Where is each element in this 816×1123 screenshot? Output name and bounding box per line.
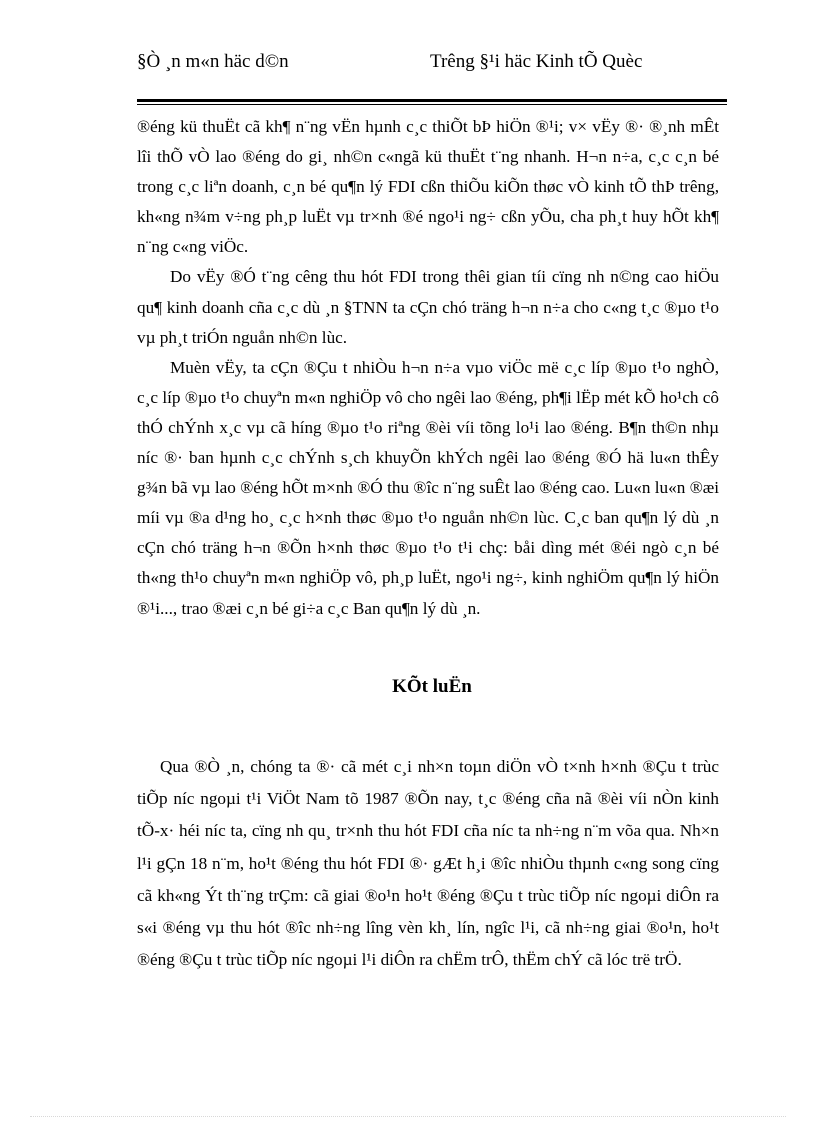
page-bottom-divider: [30, 1116, 786, 1117]
paragraph-3: Muèn vËy, ta cÇn ®Çu t nhiÒu h¬n n÷a vµo viÖc më c¸c líp ®µo t¹o nghÒ, c¸c líp ®µo t¹o chuyªn m«n nghiÖp vô cho ngêi lao ®éng, ph¶i lËp mét kÕ ho¹ch cô thÓ chÝnh x¸c vµ cã híng ®µo t¹o riªng ®èi víi tõng lo¹i lao ®éng. B¶n th©n nhµ níc ®· ban hµnh c¸c chÝnh s¸ch khuyÕn khÝch ngêi lao ®éng ®Ó hä lu«n thÊy g¾n bã vµ lao ®éng hÕt m×nh ®Ó thu ®îc n¨ng suÊt lao ®éng cao. Lu«n lu«n ®æi míi vµ ®a d¹ng ho¸ c¸c h×nh thøc ®µo t¹o nguån nh©n lùc. C¸c ban qu¶n lý dù ¸n cÇn chó träng h¬n ®Õn h×nh thøc ®µo t¹o t¹i chç: båi dìng mét ®éi ngò c¸n bé th«ng th¹o chuyªn m«n nghiÖp vô, ph¸p luËt, ngo¹i ng÷, kinh nghiÖm qu¶n lý hiÖn ®¹i..., trao ®æi c¸n bé gi÷a c¸c Ban qu¶n lý dù ¸n.: [137, 357, 719, 618]
page-header: [137, 50, 727, 98]
header-right-text: Trêng §¹i häc Kinh tÕ Quèc: [430, 51, 643, 72]
conclusion-paragraph: Qua ®Ò ¸n, chóng ta ®· cã mét c¸i nh×n toµn diÖn vÒ t×nh h×nh ®Çu t trùc tiÕp níc ngoµi t¹i ViÖt Nam tõ 1987 ®Õn nay, t¸c ®éng cña nã ®èi víi nÒn kinh tÕ-x· héi níc ta, cïng nh qu¸ tr×nh thu hót FDI cña níc ta nh÷ng n¨m võa qua. Nh×n l¹i gÇn 18 n¨m, ho¹t ®éng thu hót FDI ®· gÆt h¸i ®îc nhiÒu thµnh c«ng song cïng cã kh«ng Ýt th¨ng trÇm: cã giai ®o¹n ho¹t ®éng ®Çu t trùc tiÕp níc ngoµi diÔn ra s«i ®éng vµ thu hót ®îc nh÷ng lîng vèn kh¸ lín, ngîc l¹i, cã nh÷ng giai ®o¹n, ho¹t ®éng ®Çu t trùc tiÕp níc ngoµi l¹i diÔn ra chËm trÔ, thËm chÝ cã lóc trë trÖ.: [137, 757, 719, 970]
header-rule-thin: [137, 104, 727, 105]
header-left-text: §Ò ¸n m«n häc d©n: [137, 51, 289, 72]
conclusion-body: [137, 751, 719, 976]
body-text: [137, 112, 719, 624]
conclusion-heading: KÕt luËn: [392, 676, 472, 697]
paragraph-2: Do vËy ®Ó t¨ng cêng thu hót FDI trong thêi gian tíi cïng nh n©ng cao hiÖu qu¶ kinh doanh cña c¸c dù ¸n §TNN ta cÇn chó träng h¬n n÷a cho c«ng t¸c ®µo t¹o vµ ph¸t triÓn nguån nh©n lùc.: [137, 267, 719, 347]
header-rule-thick: [137, 99, 727, 102]
paragraph-1: ®éng kü thuËt cã kh¶ n¨ng vËn hµnh c¸c thiÕt bÞ hiÖn ®¹i; v× vËy ®· ®¸nh mÊt lîi thÕ vÒ lao ®éng do gi¸ nh©n c«ngã kü thuËt t¨ng nhanh. H¬n n÷a, c¸c c¸n bé trong c¸c liªn doanh, c¸n bé qu¶n lý FDI cßn thiÕu kiÕn thøc vÒ kinh tÕ thÞ trêng, kh«ng n¾m v÷ng ph¸p luËt vµ tr×nh ®é ngo¹i ng÷ cßn yÕu, cha ph¸t huy hÕt kh¶ n¨ng c«ng viÖc.: [137, 117, 719, 257]
